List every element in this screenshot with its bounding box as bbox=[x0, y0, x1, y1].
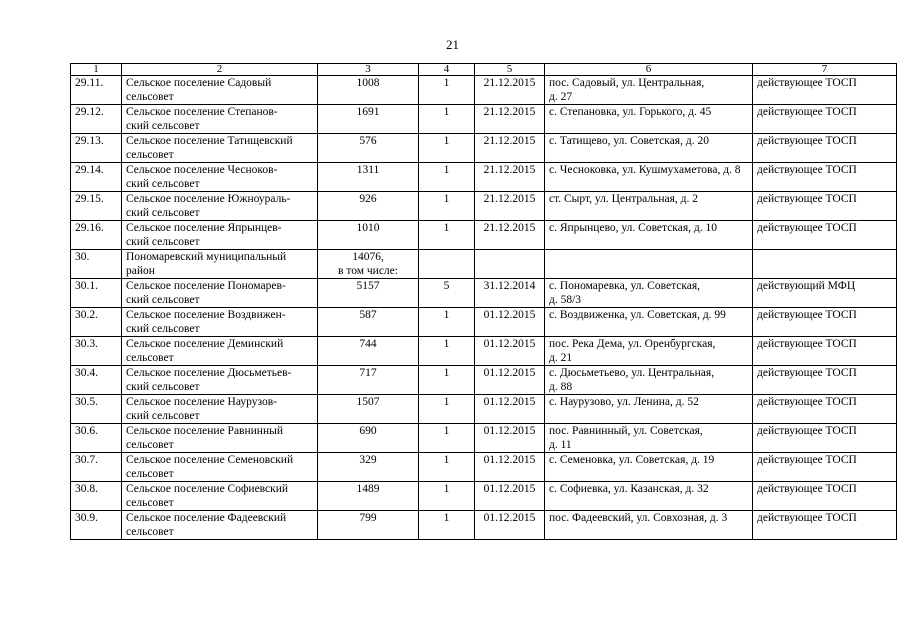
cell-population bbox=[318, 395, 419, 424]
opening-date-text: 31.12.2014 bbox=[483, 280, 536, 292]
cell-status bbox=[753, 279, 897, 308]
status-text: действующее ТОСП bbox=[757, 425, 857, 437]
population-text: 5157 bbox=[356, 280, 380, 292]
cell-population bbox=[318, 482, 419, 511]
row-number-text: 29.13. bbox=[75, 135, 104, 147]
status-text: действующее ТОСП bbox=[757, 135, 857, 147]
cell-row-number bbox=[71, 250, 122, 279]
row-number-text: 30.9. bbox=[75, 512, 98, 524]
settlement-name-text: Сельское поселение Воздвижен- ский сельсовет bbox=[126, 309, 286, 335]
settlement-name-text: Сельское поселение Софиевский сельсовет bbox=[126, 483, 289, 509]
address-text: с. Наурузово, ул. Ленина, д. 52 bbox=[549, 396, 699, 408]
cell-windows-count bbox=[419, 366, 475, 395]
cell-address bbox=[545, 337, 753, 366]
row-number-text: 30.3. bbox=[75, 338, 98, 350]
status-text: действующее ТОСП bbox=[757, 309, 857, 321]
settlement-name-text: Сельское поселение Пономарев- ский сельсовет bbox=[126, 280, 286, 306]
cell-population bbox=[318, 453, 419, 482]
cell-settlement-name bbox=[122, 192, 318, 221]
cell-opening-date bbox=[475, 250, 545, 279]
address-text: с. Семеновка, ул. Советская, д. 19 bbox=[549, 454, 715, 466]
row-number-text: 30.8. bbox=[75, 483, 98, 495]
population-text: 576 bbox=[359, 135, 377, 147]
cell-settlement-name bbox=[122, 366, 318, 395]
table-row bbox=[71, 395, 897, 424]
cell-status bbox=[753, 221, 897, 250]
cell-windows-count bbox=[419, 511, 475, 540]
row-number-text: 30.7. bbox=[75, 454, 98, 466]
table-row bbox=[71, 163, 897, 192]
cell-settlement-name bbox=[122, 76, 318, 105]
cell-windows-count bbox=[419, 279, 475, 308]
cell-windows-count bbox=[419, 453, 475, 482]
row-number-text: 30.6. bbox=[75, 425, 98, 437]
table-row bbox=[71, 308, 897, 337]
population-text: 1507 bbox=[356, 396, 380, 408]
table-body bbox=[71, 76, 897, 540]
cell-settlement-name bbox=[122, 395, 318, 424]
cell-opening-date bbox=[475, 192, 545, 221]
cell-address bbox=[545, 76, 753, 105]
column-header: 2 bbox=[122, 64, 318, 76]
cell-status bbox=[753, 76, 897, 105]
cell-windows-count bbox=[419, 134, 475, 163]
cell-opening-date bbox=[475, 337, 545, 366]
column-header: 4 bbox=[419, 64, 475, 76]
cell-opening-date bbox=[475, 76, 545, 105]
address-text: пос. Равнинный, ул. Советская, д. 11 bbox=[549, 425, 703, 451]
status-text: действующее ТОСП bbox=[757, 396, 857, 408]
settlement-name-text: Сельское поселение Степанов- ский сельсовет bbox=[126, 106, 278, 132]
cell-opening-date bbox=[475, 134, 545, 163]
windows-count-text: 1 bbox=[443, 164, 450, 176]
opening-date-text: 01.12.2015 bbox=[483, 338, 536, 350]
settlement-name-text: Сельское поселение Дюсьметьев- ский сельсовет bbox=[126, 367, 292, 393]
address-text: с. Татищево, ул. Советская, д. 20 bbox=[549, 135, 709, 147]
opening-date-text: 21.12.2015 bbox=[483, 164, 536, 176]
cell-settlement-name bbox=[122, 337, 318, 366]
cell-windows-count bbox=[419, 105, 475, 134]
cell-row-number bbox=[71, 424, 122, 453]
cell-windows-count bbox=[419, 424, 475, 453]
population-text: 1010 bbox=[356, 222, 380, 234]
address-text: с. Софиевка, ул. Казанская, д. 32 bbox=[549, 483, 709, 495]
status-text: действующее ТОСП bbox=[757, 338, 857, 350]
column-header: 7 bbox=[753, 64, 897, 76]
settlement-name-text: Сельское поселение Чесноков- ский сельсовет bbox=[126, 164, 278, 190]
row-number-text: 29.11. bbox=[75, 77, 104, 89]
windows-count-text: 1 bbox=[443, 309, 450, 321]
cell-settlement-name bbox=[122, 424, 318, 453]
cell-settlement-name bbox=[122, 163, 318, 192]
cell-status bbox=[753, 337, 897, 366]
table-row bbox=[71, 192, 897, 221]
table-row bbox=[71, 511, 897, 540]
cell-windows-count bbox=[419, 395, 475, 424]
opening-date-text: 21.12.2015 bbox=[483, 106, 536, 118]
table-row bbox=[71, 279, 897, 308]
cell-row-number bbox=[71, 105, 122, 134]
table-row bbox=[71, 453, 897, 482]
cell-windows-count bbox=[419, 337, 475, 366]
cell-opening-date bbox=[475, 163, 545, 192]
windows-count-text: 1 bbox=[443, 367, 450, 379]
cell-status bbox=[753, 250, 897, 279]
windows-count-text: 1 bbox=[443, 135, 450, 147]
windows-count-text: 1 bbox=[443, 454, 450, 466]
cell-population bbox=[318, 221, 419, 250]
cell-row-number bbox=[71, 134, 122, 163]
table-row bbox=[71, 482, 897, 511]
column-header: 1 bbox=[71, 64, 122, 76]
status-text: действующее ТОСП bbox=[757, 483, 857, 495]
cell-population bbox=[318, 76, 419, 105]
cell-opening-date bbox=[475, 424, 545, 453]
opening-date-text: 01.12.2015 bbox=[483, 309, 536, 321]
opening-date-text: 21.12.2015 bbox=[483, 193, 536, 205]
status-text: действующее ТОСП bbox=[757, 454, 857, 466]
cell-opening-date bbox=[475, 308, 545, 337]
row-number-text: 30.5. bbox=[75, 396, 98, 408]
windows-count-text: 1 bbox=[443, 425, 450, 437]
cell-population bbox=[318, 337, 419, 366]
cell-row-number bbox=[71, 308, 122, 337]
settlement-name-text: Сельское поселение Япрынцев- ский сельсовет bbox=[126, 222, 282, 248]
population-text: 587 bbox=[359, 309, 377, 321]
table-row bbox=[71, 366, 897, 395]
status-text: действующий МФЦ bbox=[757, 280, 856, 292]
cell-address bbox=[545, 482, 753, 511]
cell-opening-date bbox=[475, 105, 545, 134]
cell-windows-count bbox=[419, 308, 475, 337]
windows-count-text: 1 bbox=[443, 512, 450, 524]
opening-date-text: 21.12.2015 bbox=[483, 77, 536, 89]
cell-status bbox=[753, 453, 897, 482]
cell-status bbox=[753, 134, 897, 163]
cell-windows-count bbox=[419, 192, 475, 221]
cell-address bbox=[545, 163, 753, 192]
settlement-name-text: Сельское поселение Наурузов- ский сельсовет bbox=[126, 396, 277, 422]
cell-status bbox=[753, 163, 897, 192]
cell-opening-date bbox=[475, 221, 545, 250]
cell-address bbox=[545, 511, 753, 540]
row-number-text: 29.16. bbox=[75, 222, 104, 234]
opening-date-text: 01.12.2015 bbox=[483, 483, 536, 495]
cell-row-number bbox=[71, 221, 122, 250]
cell-population bbox=[318, 279, 419, 308]
population-text: 926 bbox=[359, 193, 377, 205]
population-text: 1008 bbox=[356, 77, 380, 89]
table-row bbox=[71, 250, 897, 279]
cell-settlement-name bbox=[122, 279, 318, 308]
windows-count-text: 5 bbox=[443, 280, 450, 292]
cell-address bbox=[545, 424, 753, 453]
settlement-name-text: Сельское поселение Южноураль- ский сельсовет bbox=[126, 193, 291, 219]
cell-population bbox=[318, 250, 419, 279]
opening-date-text: 01.12.2015 bbox=[483, 396, 536, 408]
cell-opening-date bbox=[475, 395, 545, 424]
cell-population bbox=[318, 105, 419, 134]
cell-address bbox=[545, 395, 753, 424]
windows-count-text: 1 bbox=[443, 483, 450, 495]
cell-settlement-name bbox=[122, 482, 318, 511]
cell-settlement-name bbox=[122, 221, 318, 250]
population-text: 690 bbox=[359, 425, 377, 437]
cell-status bbox=[753, 511, 897, 540]
population-text: 1489 bbox=[356, 483, 380, 495]
address-text: ст. Сырт, ул. Центральная, д. 2 bbox=[549, 193, 698, 205]
cell-windows-count bbox=[419, 250, 475, 279]
column-header: 3 bbox=[318, 64, 419, 76]
opening-date-text: 01.12.2015 bbox=[483, 454, 536, 466]
page-number: 21 bbox=[446, 37, 459, 52]
status-text: действующее ТОСП bbox=[757, 512, 857, 524]
column-header: 6 bbox=[545, 64, 753, 76]
population-text: 717 bbox=[359, 367, 377, 379]
population-text: 1311 bbox=[356, 164, 380, 176]
settlement-name-text: Сельское поселение Фадеевский сельсовет bbox=[126, 512, 287, 538]
row-number-text: 30.1. bbox=[75, 280, 98, 292]
windows-count-text: 1 bbox=[443, 338, 450, 350]
row-number-text: 29.14. bbox=[75, 164, 104, 176]
cell-address bbox=[545, 192, 753, 221]
cell-status bbox=[753, 105, 897, 134]
cell-windows-count bbox=[419, 221, 475, 250]
cell-row-number bbox=[71, 511, 122, 540]
settlement-name-text: Сельское поселение Садовый сельсовет bbox=[126, 77, 272, 103]
windows-count-text: 1 bbox=[443, 193, 450, 205]
cell-windows-count bbox=[419, 163, 475, 192]
settlement-name-text: Сельское поселение Деминский сельсовет bbox=[126, 338, 284, 364]
row-number-text: 30.4. bbox=[75, 367, 98, 379]
cell-address bbox=[545, 134, 753, 163]
table-row bbox=[71, 424, 897, 453]
cell-windows-count bbox=[419, 482, 475, 511]
settlement-name-text: Сельское поселение Равнинный сельсовет bbox=[126, 425, 283, 451]
windows-count-text: 1 bbox=[443, 222, 450, 234]
address-text: пос. Садовый, ул. Центральная, д. 27 bbox=[549, 77, 705, 103]
cell-address bbox=[545, 279, 753, 308]
column-header: 5 bbox=[475, 64, 545, 76]
cell-opening-date bbox=[475, 482, 545, 511]
cell-settlement-name bbox=[122, 105, 318, 134]
cell-population bbox=[318, 511, 419, 540]
cell-row-number bbox=[71, 482, 122, 511]
population-text: 14076, в том числе: bbox=[338, 251, 398, 277]
cell-address bbox=[545, 105, 753, 134]
row-number-text: 30.2. bbox=[75, 309, 98, 321]
cell-status bbox=[753, 424, 897, 453]
cell-status bbox=[753, 366, 897, 395]
address-text: с. Дюсьметьево, ул. Центральная, д. 88 bbox=[549, 367, 715, 393]
cell-address bbox=[545, 250, 753, 279]
cell-opening-date bbox=[475, 366, 545, 395]
status-text: действующее ТОСП bbox=[757, 106, 857, 118]
cell-address bbox=[545, 308, 753, 337]
cell-settlement-name bbox=[122, 453, 318, 482]
address-text: с. Япрынцево, ул. Советская, д. 10 bbox=[549, 222, 717, 234]
cell-settlement-name bbox=[122, 250, 318, 279]
settlement-name-text: Сельское поселение Семеновский сельсовет bbox=[126, 454, 294, 480]
windows-count-text: 1 bbox=[443, 106, 450, 118]
status-text: действующее ТОСП bbox=[757, 193, 857, 205]
opening-date-text: 01.12.2015 bbox=[483, 425, 536, 437]
opening-date-text: 21.12.2015 bbox=[483, 135, 536, 147]
settlements-table bbox=[70, 63, 897, 540]
cell-settlement-name bbox=[122, 134, 318, 163]
table-row bbox=[71, 105, 897, 134]
cell-population bbox=[318, 366, 419, 395]
address-text: с. Пономаревка, ул. Советская, д. 58/3 bbox=[549, 280, 701, 306]
settlement-name-text: Сельское поселение Татищевский сельсовет bbox=[126, 135, 293, 161]
cell-settlement-name bbox=[122, 308, 318, 337]
table-header bbox=[71, 64, 897, 76]
cell-address bbox=[545, 221, 753, 250]
cell-row-number bbox=[71, 366, 122, 395]
cell-opening-date bbox=[475, 279, 545, 308]
population-text: 329 bbox=[359, 454, 377, 466]
windows-count-text: 1 bbox=[443, 396, 450, 408]
population-text: 1691 bbox=[356, 106, 380, 118]
cell-row-number bbox=[71, 163, 122, 192]
cell-population bbox=[318, 134, 419, 163]
address-text: пос. Река Дема, ул. Оренбургская, д. 21 bbox=[549, 338, 716, 364]
opening-date-text: 21.12.2015 bbox=[483, 222, 536, 234]
cell-population bbox=[318, 192, 419, 221]
cell-address bbox=[545, 453, 753, 482]
cell-population bbox=[318, 163, 419, 192]
cell-opening-date bbox=[475, 511, 545, 540]
address-text: с. Степановка, ул. Горького, д. 45 bbox=[549, 106, 712, 118]
opening-date-text: 01.12.2015 bbox=[483, 367, 536, 379]
row-number-text: 30. bbox=[75, 251, 90, 263]
cell-row-number bbox=[71, 192, 122, 221]
address-text: с. Чесноковка, ул. Кушмухаметова, д. 8 bbox=[549, 164, 741, 176]
cell-row-number bbox=[71, 395, 122, 424]
cell-status bbox=[753, 308, 897, 337]
cell-row-number bbox=[71, 76, 122, 105]
table-row bbox=[71, 76, 897, 105]
opening-date-text: 01.12.2015 bbox=[483, 512, 536, 524]
cell-row-number bbox=[71, 453, 122, 482]
cell-settlement-name bbox=[122, 511, 318, 540]
table-row bbox=[71, 221, 897, 250]
status-text: действующее ТОСП bbox=[757, 164, 857, 176]
cell-status bbox=[753, 395, 897, 424]
cell-address bbox=[545, 366, 753, 395]
cell-status bbox=[753, 482, 897, 511]
population-text: 799 bbox=[359, 512, 377, 524]
cell-population bbox=[318, 308, 419, 337]
cell-status bbox=[753, 192, 897, 221]
table-row bbox=[71, 134, 897, 163]
address-text: пос. Фадеевский, ул. Совхозная, д. 3 bbox=[549, 512, 728, 524]
cell-row-number bbox=[71, 337, 122, 366]
cell-row-number bbox=[71, 279, 122, 308]
table-row bbox=[71, 337, 897, 366]
population-text: 744 bbox=[359, 338, 377, 350]
cell-windows-count bbox=[419, 76, 475, 105]
row-number-text: 29.15. bbox=[75, 193, 104, 205]
cell-population bbox=[318, 424, 419, 453]
row-number-text: 29.12. bbox=[75, 106, 104, 118]
address-text: с. Воздвиженка, ул. Советская, д. 99 bbox=[549, 309, 726, 321]
status-text: действующее ТОСП bbox=[757, 77, 857, 89]
status-text: действующее ТОСП bbox=[757, 367, 857, 379]
status-text: действующее ТОСП bbox=[757, 222, 857, 234]
windows-count-text: 1 bbox=[443, 77, 450, 89]
cell-opening-date bbox=[475, 453, 545, 482]
header-row bbox=[71, 64, 897, 76]
settlement-name-text: Пономаревский муниципальный район bbox=[126, 251, 287, 277]
